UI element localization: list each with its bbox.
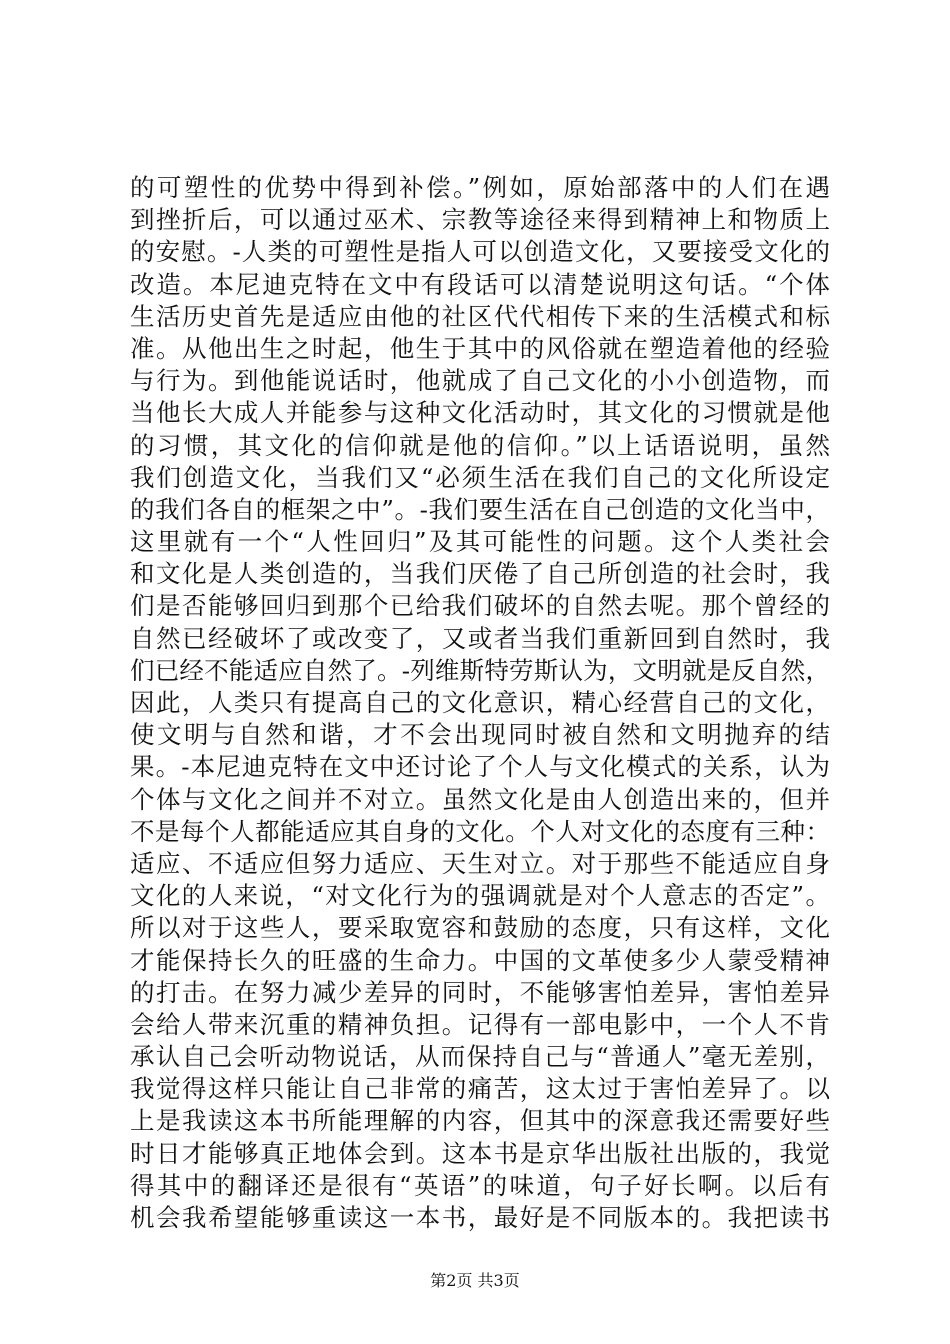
- text-line: 时日才能够真正地体会到。这本书是京华出版社出版的，我觉: [130, 1138, 830, 1168]
- text-line: 得其中的翻译还是很有“英语”的味道，句子好长啊。以后有: [130, 1170, 830, 1200]
- text-line: 因此，人类只有提高自己的文化意识，精心经营自己的文化，: [130, 688, 830, 717]
- text-line: 我觉得这样只能让自己非常的痛苦，这太过于害怕差异了。以: [130, 1074, 830, 1104]
- text-line: 的打击。在努力减少差异的同时，不能够害怕差异，害怕差异: [130, 977, 830, 1007]
- text-line: 和文化是人类创造的，当我们厌倦了自己所创造的社会时，我: [130, 559, 830, 589]
- text-line: 到挫折后，可以通过巫术、宗教等途径来得到精神上和物质上: [130, 205, 830, 235]
- text-line: 准。从他出生之时起，他生于其中的风俗就在塑造着他的经验: [130, 333, 830, 363]
- text-line: 适应、不适应但努力适应、天生对立。对于那些不能适应自身: [130, 848, 830, 878]
- text-line: 所以对于这些人，要采取宽容和鼓励的态度，只有这样，文化: [130, 913, 830, 943]
- text-line: 自然已经破坏了或改变了，又或者当我们重新回到自然时，我: [130, 623, 830, 653]
- text-line: 们是否能够回归到那个已给我们破坏的自然去呢。那个曾经的: [130, 591, 830, 621]
- text-line: 们已经不能适应自然了。-列维斯特劳斯认为，文明就是反自然，: [130, 655, 830, 685]
- text-line: 生活历史首先是适应由他的社区代代相传下来的生活模式和标: [130, 301, 830, 331]
- text-line: 的安慰。-人类的可塑性是指人可以创造文化，又要接受文化的: [130, 237, 830, 267]
- text-line: 的我们各自的框架之中”。-我们要生活在自己创造的文化当中，: [130, 494, 830, 524]
- text-line: 这里就有一个“人性回归”及其可能性的问题。这个人类社会: [130, 527, 830, 557]
- text-line: 与行为。到他能说话时，他就成了自己文化的小小创造物，而: [130, 366, 830, 396]
- text-line: 承认自己会听动物说话，从而保持自己与“普通人”毫无差别，: [130, 1042, 830, 1072]
- page-number-footer: 第2页 共3页: [430, 1271, 520, 1290]
- text-line: 个体与文化之间并不对立。虽然文化是由人创造出来的，但并: [130, 784, 830, 814]
- text-line: 会给人带来沉重的精神负担。记得有一部电影中，一个人不肯: [130, 1009, 830, 1039]
- text-line: 上是我读这本书所能理解的内容，但其中的深意我还需要好些: [130, 1106, 830, 1136]
- text-line: 机会我希望能够重读这一本书，最好是不同版本的。我把读书: [130, 1203, 830, 1232]
- text-line: 才能保持长久的旺盛的生命力。中国的文革使多少人蒙受精神: [130, 945, 830, 975]
- text-line: 的习惯，其文化的信仰就是他的信仰。”以上话语说明，虽然: [130, 430, 830, 460]
- text-line: 果。-本尼迪克特在文中还讨论了个人与文化模式的关系，认为: [130, 752, 830, 782]
- body-text: [130, 172, 830, 1234]
- text-line: 的可塑性的优势中得到补偿。”例如，原始部落中的人们在遇: [130, 173, 830, 202]
- text-line: 不是每个人都能适应其自身的文化。个人对文化的态度有三种：: [130, 816, 830, 846]
- text-line: 当他长大成人并能参与这种文化活动时，其文化的习惯就是他: [130, 398, 830, 428]
- text-line: 使文明与自然和谐，才不会出现同时被自然和文明抛弃的结: [130, 720, 830, 750]
- text-line: 改造。本尼迪克特在文中有段话可以清楚说明这句话。“个体: [130, 269, 830, 299]
- text-line: 文化的人来说，“对文化行为的强调就是对个人意志的否定”。: [130, 881, 830, 911]
- text-line: 我们创造文化，当我们又“必须生活在我们自己的文化所设定: [130, 462, 830, 492]
